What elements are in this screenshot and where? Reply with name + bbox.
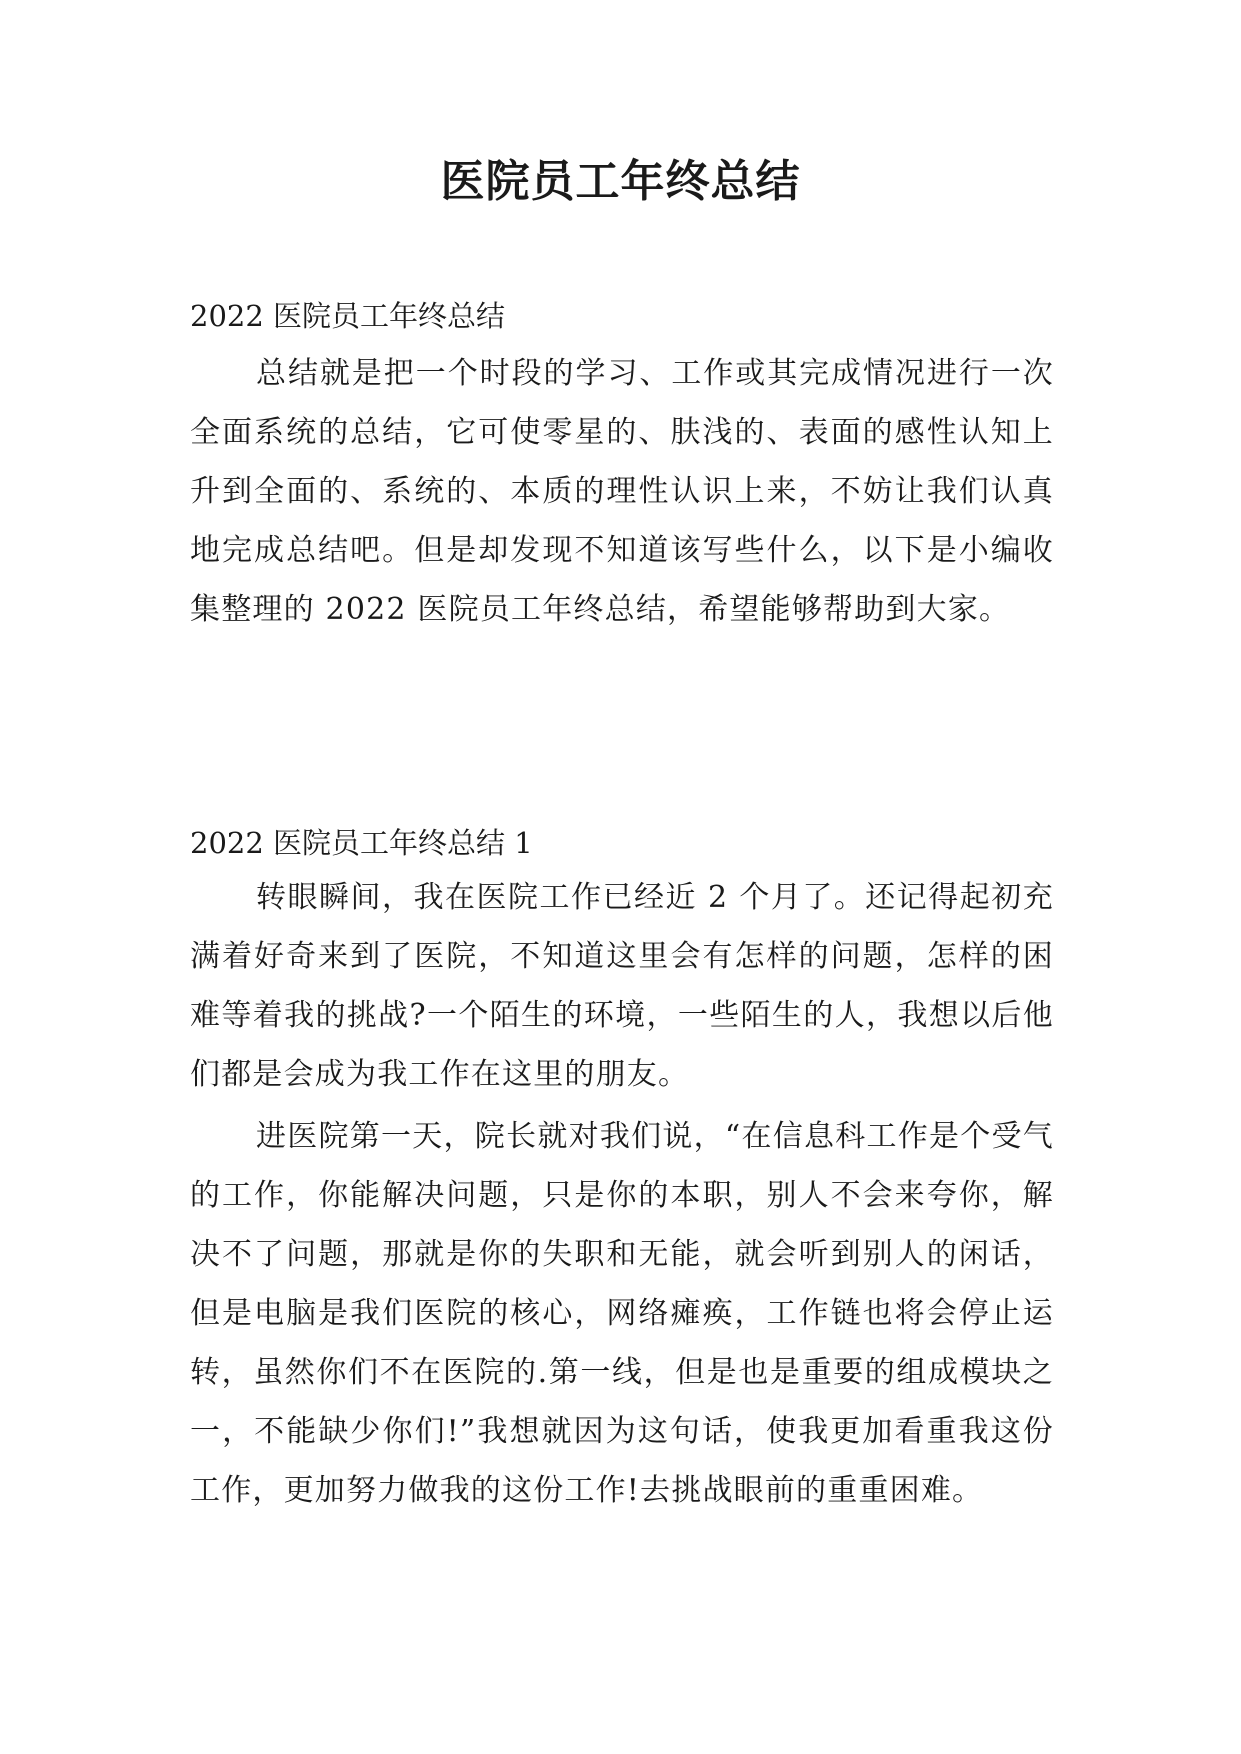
section-1-heading: 2022 医院员工年终总结 1: [190, 826, 533, 860]
section-1-paragraph-2: 进医院第一天，院长就对我们说，“在信息科工作是个受气的工作，你能解决问题，只是你的本职，别人不会来夸你，解决不了问题，那就是你的失职和无能，就会听到别人的闲话，但是电脑是我们医院的核心，网络瘫痪，工作链也将会停止运转，虽然你们不在医院的.第一线，但是也是重要的组成模块之一，不能缺少你们!”我想就因为这句话，使我更加看重我这份工作，更加努力做我的这份工作!去挑战眼前的重重困难。: [190, 1119, 1054, 1508]
intro-paragraph: 总结就是把一个时段的学习、工作或其完成情况进行一次全面系统的总结，它可使零星的、肤浅的、表面的感性认知上升到全面的、系统的、本质的理性认识上来，不妨让我们认真地完成总结吧。但是却发现不知道该写些什么，以下是小编收集整理的 2022 医院员工年终总结，希望能够帮助到大家。: [190, 356, 1054, 627]
intro-heading: 2022 医院员工年终总结: [190, 299, 506, 333]
section-1-paragraph-1: 转眼瞬间，我在医院工作已经近 2 个月了。还记得起初充满着好奇来到了医院，不知道这里会有怎样的问题，怎样的困难等着我的挑战?一个陌生的环境，一些陌生的人，我想以后他们都是会成为我工作在这里的朋友。: [190, 880, 1054, 1092]
document-title: 医院员工年终总结: [440, 156, 801, 207]
